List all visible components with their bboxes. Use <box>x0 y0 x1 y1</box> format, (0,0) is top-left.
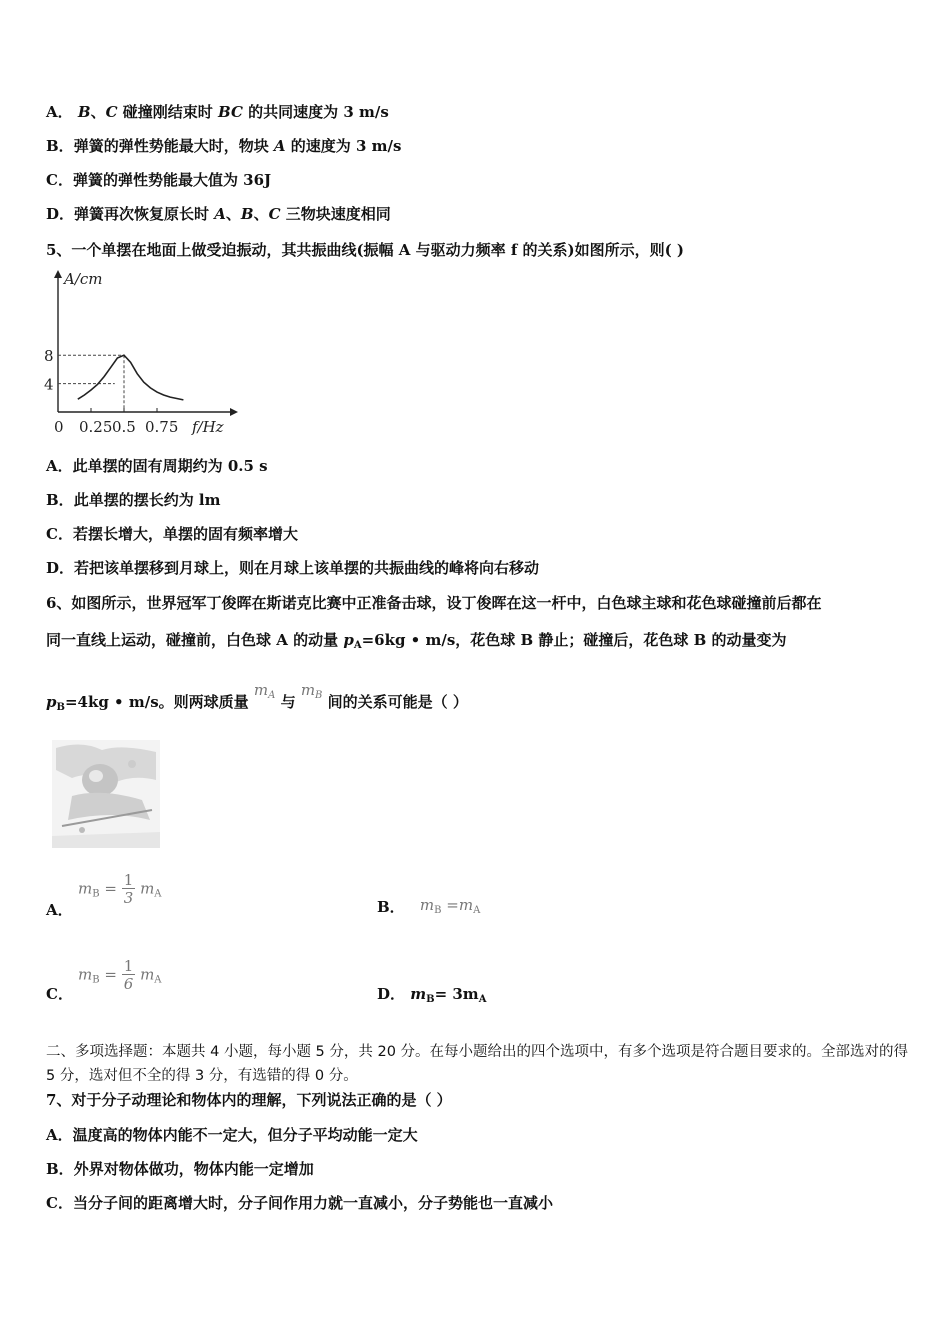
option-label: C． <box>46 525 73 543</box>
option-text: 若把该单摆移到月球上，则在月球上该单摆的共振曲线的峰将向右移动 <box>74 559 540 577</box>
resonance-curve-chart <box>40 264 240 440</box>
option-text: 外界对物体做功，物体内能一定增加 <box>73 1160 314 1178</box>
text: 碰撞刚结束时 <box>117 103 218 121</box>
x-axis-arrow <box>230 408 238 416</box>
option-text: 此单摆的固有周期约为 0.5 s <box>72 457 268 475</box>
var-m: m <box>78 879 93 898</box>
q4-option-b <box>46 136 401 156</box>
option-label: D． <box>46 205 75 223</box>
text: 弹簧的弹性势能最大时，物块 <box>73 137 274 155</box>
x-tick-label: 0.25 <box>79 418 113 436</box>
option-text: 当分子间的距离增大时，分子间作用力就一直减小，分子势能也一直减小 <box>72 1194 553 1212</box>
var-m: m <box>140 965 155 984</box>
var-c: C <box>105 103 118 121</box>
subscript: A <box>478 994 487 1005</box>
text: 的共同速度为 3 m/s <box>242 103 389 121</box>
text: 、 <box>253 205 269 223</box>
numerator: 1 <box>123 871 134 889</box>
q6-stem-line2 <box>46 630 787 656</box>
subscript: B <box>434 905 442 916</box>
y-tick-label: 4 <box>44 375 54 394</box>
x-tick-label: 0.75 <box>145 418 179 436</box>
text: = 3m <box>434 985 479 1003</box>
q5-option-a <box>46 456 268 476</box>
var-m: m <box>458 896 474 914</box>
numerator: 1 <box>123 957 134 975</box>
equals: = <box>104 965 117 984</box>
q7-option-c <box>46 1193 553 1213</box>
var-m: m <box>140 879 155 898</box>
var-m: m <box>300 681 316 699</box>
y-tick-label: 8 <box>44 347 54 366</box>
text: 、 <box>225 205 241 223</box>
q4-option-d <box>46 204 391 224</box>
x-tick-label: 0.5 <box>112 418 136 436</box>
mass-a-symbol <box>254 681 275 699</box>
q6-stem-line3 <box>46 681 468 718</box>
q4-option-a <box>46 102 389 122</box>
text: 弹簧再次恢复原长时 <box>74 205 215 223</box>
q5-stem: 5、一个单摆在地面上做受迫振动，其共振曲线(振幅 A 与驱动力频率 f 的关系)如图所示，则( ) <box>46 241 685 259</box>
option-text: 温度高的物体内能不一定大，但分子平均动能一定大 <box>72 1126 418 1144</box>
subscript: B <box>315 690 323 701</box>
q7-stem: 7、对于分子动理论和物体内的理解，下列说法正确的是（ ） <box>46 1091 452 1109</box>
var-p: p <box>343 631 354 649</box>
q5-option-c <box>46 524 298 544</box>
x-axis-label: f/Hz <box>192 418 224 436</box>
q7-option-a <box>46 1125 418 1145</box>
text: 同一直线上运动，碰撞前，白色球 A 的动量 <box>46 631 344 649</box>
text: 与 <box>275 693 301 711</box>
text: 间的关系可能是（ ） <box>322 693 468 711</box>
option-label: A． <box>46 457 73 475</box>
subscript: A <box>473 905 481 916</box>
chart-tick-labels <box>44 347 178 436</box>
subscript: A <box>268 690 276 701</box>
var-m: m <box>419 896 435 914</box>
q6-stem-line1: 6、如图所示，世界冠军丁俊晖在斯诺克比赛中正准备击球，设丁俊晖在这一杆中，白色球主球和花色球碰撞前后都在 <box>46 594 822 612</box>
var-a: A <box>273 137 286 155</box>
option-label: A． <box>46 1126 73 1144</box>
snooker-player-photo <box>52 740 160 848</box>
text: 三物块速度相同 <box>280 205 391 223</box>
text: =6kg • m/s，花色球 B 静止；碰撞后，花色球 B 的动量变为 <box>361 631 787 649</box>
option-label: D． <box>377 985 406 1003</box>
option-label: D． <box>46 559 75 577</box>
x-tick-label: 0 <box>54 418 64 436</box>
denominator: 6 <box>123 975 134 993</box>
option-label: C． <box>46 985 73 1003</box>
q7-option-b <box>46 1159 314 1179</box>
option-text: 此单摆的摆长约为 lm <box>73 491 221 509</box>
chart-axes <box>54 270 238 416</box>
subscript: B <box>92 888 100 900</box>
var-m: m <box>253 681 269 699</box>
formula-c <box>78 958 162 993</box>
q5-option-d <box>46 558 539 578</box>
y-axis-arrow <box>54 270 62 278</box>
fraction <box>122 872 136 907</box>
option-label: A． <box>46 103 73 121</box>
subscript: A <box>353 640 362 651</box>
section-2-instructions: 二、多项选择题：本题共 4 小题，每小题 5 分，共 20 分。在每小题给出的四个选项中，有多个选项是符合题目要求的。全部选对的得 5 分，选对但不全的得 3 分，有选错的得 0 分。 <box>46 1044 909 1084</box>
q6-option-d <box>377 984 486 1010</box>
denominator: 3 <box>123 889 134 907</box>
option-label: B． <box>46 491 74 509</box>
option-text: 若摆长增大，单摆的固有频率增大 <box>72 525 298 543</box>
option-label: A． <box>46 901 73 919</box>
var-a: A <box>214 205 226 223</box>
subscript: A <box>154 888 162 900</box>
y-axis-label: A/cm <box>64 270 103 288</box>
q6-option-b <box>377 896 481 923</box>
text: 、 <box>90 103 106 121</box>
subscript: B <box>56 702 65 713</box>
option-label: B． <box>377 898 405 916</box>
var-c: C <box>268 205 281 223</box>
var-m: m <box>410 985 427 1003</box>
subscript: B <box>426 994 435 1005</box>
q5-option-b <box>46 490 220 510</box>
fraction <box>122 958 136 993</box>
option-label: C． <box>46 1194 73 1212</box>
q6-option-a <box>46 871 162 922</box>
option-label: B． <box>46 1160 74 1178</box>
q6-option-c <box>46 957 162 1008</box>
formula-a <box>78 872 162 907</box>
mass-b-symbol <box>301 681 323 699</box>
text: 的速度为 3 m/s <box>285 137 402 155</box>
option-text: 弹簧的弹性势能最大值为 36J <box>72 171 272 189</box>
option-label: C． <box>46 171 73 189</box>
resonance-curve-line <box>78 355 184 400</box>
var-bc: BC <box>217 103 243 121</box>
var-m: m <box>78 965 93 984</box>
equals: = <box>104 879 117 898</box>
var-p: p <box>46 693 57 711</box>
text: =4kg • m/s。则两球质量 <box>64 693 254 711</box>
var-b: B <box>77 103 91 121</box>
subscript: A <box>154 974 162 986</box>
var-b: B <box>240 205 254 223</box>
q4-option-c <box>46 170 271 190</box>
subscript: B <box>92 974 100 986</box>
option-label: B． <box>46 137 74 155</box>
formula-b: $m_B =m_A$ <box>419 896 481 916</box>
